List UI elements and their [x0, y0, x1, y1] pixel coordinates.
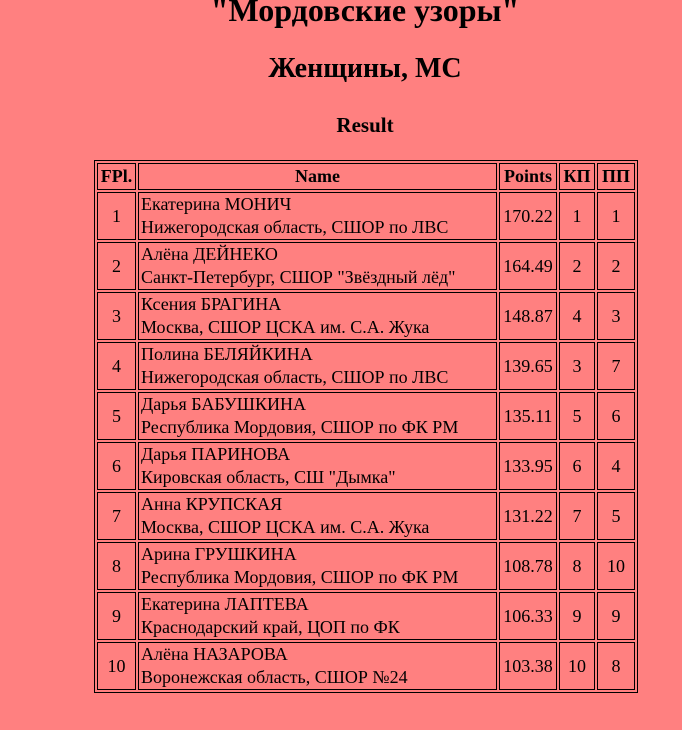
- athlete-name: Анна КРУПСКАЯ: [141, 494, 283, 514]
- table-row: [97, 542, 635, 590]
- table-row: [97, 292, 635, 340]
- athlete-club: Кировская область, СШ "Дымка": [141, 467, 396, 487]
- athlete-club: Республика Мордовия, СШОР по ФК РМ: [141, 567, 459, 587]
- table-row: [97, 342, 635, 390]
- header-points: Points: [499, 163, 557, 190]
- name-cell: [138, 392, 497, 440]
- free-program-cell: 10: [597, 542, 635, 590]
- header-name: Name: [138, 163, 497, 190]
- points-cell: 135.11: [499, 392, 557, 440]
- short-program-cell: 6: [559, 442, 595, 490]
- short-program-cell: 1: [559, 192, 595, 240]
- athlete-club: Республика Мордовия, СШОР по ФК РМ: [141, 417, 459, 437]
- place-cell: 10: [97, 642, 136, 690]
- name-cell: [138, 192, 497, 240]
- table-row: [97, 642, 635, 690]
- place-cell: 3: [97, 292, 136, 340]
- name-cell: [138, 642, 497, 690]
- free-program-cell: 6: [597, 392, 635, 440]
- name-cell: [138, 342, 497, 390]
- athlete-name: Полина БЕЛЯЙКИНА: [141, 344, 313, 364]
- place-cell: 8: [97, 542, 136, 590]
- points-cell: 108.78: [499, 542, 557, 590]
- athlete-club: Краснодарский край, ЦОП по ФК: [141, 617, 400, 637]
- table-row: [97, 592, 635, 640]
- points-cell: 139.65: [499, 342, 557, 390]
- athlete-name: Екатерина ЛАПТЕВА: [141, 594, 309, 614]
- short-program-cell: 4: [559, 292, 595, 340]
- short-program-cell: 9: [559, 592, 595, 640]
- short-program-cell: 7: [559, 492, 595, 540]
- name-cell: [138, 492, 497, 540]
- free-program-cell: 8: [597, 642, 635, 690]
- place-cell: 2: [97, 242, 136, 290]
- athlete-name: Дарья ПАРИНОВА: [141, 444, 291, 464]
- table-row: [97, 492, 635, 540]
- table-row: [97, 192, 635, 240]
- place-cell: 7: [97, 492, 136, 540]
- free-program-cell: 9: [597, 592, 635, 640]
- free-program-cell: 1: [597, 192, 635, 240]
- athlete-name: Арина ГРУШКИНА: [141, 544, 297, 564]
- category-title: Женщины, МС: [268, 53, 462, 84]
- athlete-name: Алёна ДЕЙНЕКО: [141, 244, 278, 264]
- table-row: [97, 242, 635, 290]
- free-program-cell: 5: [597, 492, 635, 540]
- place-cell: 5: [97, 392, 136, 440]
- athlete-club: Санкт-Петербург, СШОР "Звёздный лёд": [141, 267, 456, 287]
- short-program-cell: 8: [559, 542, 595, 590]
- points-cell: 106.33: [499, 592, 557, 640]
- place-cell: 9: [97, 592, 136, 640]
- points-cell: 133.95: [499, 442, 557, 490]
- athlete-club: Москва, СШОР ЦСКА им. С.А. Жука: [141, 317, 430, 337]
- event-title: "Мордовские узоры": [210, 0, 520, 28]
- header-short-program: КП: [559, 163, 595, 190]
- short-program-cell: 5: [559, 392, 595, 440]
- name-cell: [138, 542, 497, 590]
- free-program-cell: 3: [597, 292, 635, 340]
- athlete-club: Нижегородская область, СШОР по ЛВС: [141, 217, 449, 237]
- short-program-cell: 2: [559, 242, 595, 290]
- results-table: [94, 160, 638, 693]
- table-row: [97, 442, 635, 490]
- points-cell: 164.49: [499, 242, 557, 290]
- section-title: Result: [336, 113, 394, 137]
- short-program-cell: 3: [559, 342, 595, 390]
- header-free-program: ПП: [597, 163, 635, 190]
- points-cell: 131.22: [499, 492, 557, 540]
- free-program-cell: 4: [597, 442, 635, 490]
- points-cell: 103.38: [499, 642, 557, 690]
- place-cell: 4: [97, 342, 136, 390]
- free-program-cell: 2: [597, 242, 635, 290]
- athlete-name: Дарья БАБУШКИНА: [141, 394, 306, 414]
- name-cell: [138, 242, 497, 290]
- short-program-cell: 10: [559, 642, 595, 690]
- athlete-club: Москва, СШОР ЦСКА им. С.А. Жука: [141, 517, 430, 537]
- name-cell: [138, 292, 497, 340]
- place-cell: 1: [97, 192, 136, 240]
- header-row: [97, 163, 635, 190]
- place-cell: 6: [97, 442, 136, 490]
- header-place: FPl.: [97, 163, 136, 190]
- points-cell: 170.22: [499, 192, 557, 240]
- table-row: [97, 392, 635, 440]
- name-cell: [138, 442, 497, 490]
- athlete-club: Нижегородская область, СШОР по ЛВС: [141, 367, 449, 387]
- athlete-name: Екатерина МОНИЧ: [141, 194, 292, 214]
- free-program-cell: 7: [597, 342, 635, 390]
- name-cell: [138, 592, 497, 640]
- athlete-name: Алёна НАЗАРОВА: [141, 644, 288, 664]
- athlete-name: Ксения БРАГИНА: [141, 294, 282, 314]
- points-cell: 148.87: [499, 292, 557, 340]
- athlete-club: Воронежская область, СШОР №24: [141, 667, 408, 687]
